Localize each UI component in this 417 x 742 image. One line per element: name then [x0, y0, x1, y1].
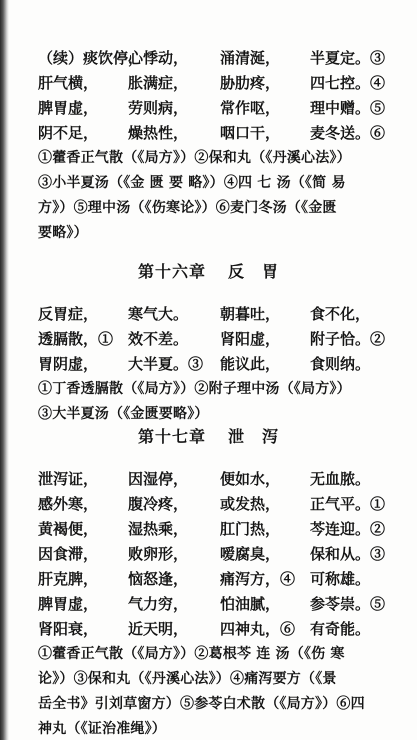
- verse-phrase: （续）痰饮停，: [38, 49, 144, 67]
- formula-note: 神丸（《证治准绳》）: [38, 721, 166, 737]
- verse-phrase: 附子恰。②: [310, 330, 386, 348]
- verse-row: [0, 302, 417, 327]
- verse-row: [0, 567, 417, 592]
- verse-phrase: 气力穷，: [128, 595, 189, 613]
- verse-phrase: 阴不足，: [38, 124, 99, 142]
- verse-phrase: 黄褐便，: [38, 520, 99, 538]
- verse-phrase: 四神丸，⑥: [220, 620, 296, 638]
- verse-phrase: 胀满症，: [128, 74, 189, 92]
- verse-phrase: 芩连迎。②: [310, 520, 386, 538]
- verse-phrase: 恼怒逢，: [128, 570, 189, 588]
- verse-phrase: 大半夏。③: [128, 355, 204, 373]
- verse-phrase: 能议此，: [220, 355, 281, 373]
- formula-note: 论》）③保和丸（《丹溪心法》）④痛泻要方（《景: [38, 671, 337, 687]
- verse-phrase: 效不差。: [128, 330, 189, 348]
- formula-note: ③大半夏汤（《金匮要略》）: [38, 406, 209, 422]
- verse-phrase: 肾阳虚，: [220, 330, 281, 348]
- verse-phrase: 肝克脾，: [38, 570, 99, 588]
- verse-phrase: 腹冷疼，: [128, 495, 189, 513]
- verse-phrase: 四七控。④: [310, 74, 386, 92]
- verse-phrase: 心悸动，: [128, 49, 189, 67]
- verse-row: [0, 592, 417, 617]
- verse-row: [0, 467, 417, 492]
- verse-phrase: 参苓崇。⑤: [310, 595, 386, 613]
- formula-note: ③小半夏汤（《金 匮 要 略》）④四 七 汤（《简 易: [38, 175, 346, 191]
- verse-phrase: 麦冬送。⑥: [310, 124, 386, 142]
- verse-row: [0, 542, 417, 567]
- verse-phrase: 常作呕，: [220, 99, 281, 117]
- verse-phrase: 败卵形，: [128, 545, 189, 563]
- verse-phrase: 半夏定。③: [310, 49, 386, 67]
- section-continued-verses: [0, 46, 417, 246]
- verse-phrase: 肾阳衰，: [38, 620, 99, 638]
- verse-phrase: 有奇能。: [310, 620, 371, 638]
- verse-row: [0, 71, 417, 96]
- verse-phrase: 劳则病，: [128, 99, 189, 117]
- section-chapter-16-verses: [0, 302, 417, 427]
- verse-phrase: 肛门热，: [220, 520, 281, 538]
- verse-phrase: 正气平。①: [310, 495, 386, 513]
- verse-phrase: 食则纳。: [310, 355, 371, 373]
- verse-row: [0, 352, 417, 377]
- verse-row: [0, 327, 417, 352]
- formula-note: 要略》）: [38, 225, 88, 241]
- verse-phrase: 胁肋疼，: [220, 74, 281, 92]
- verse-phrase: 无血脓。: [310, 470, 371, 488]
- verse-phrase: 痛泻方，④: [220, 570, 296, 588]
- verse-phrase: 近天明，: [128, 620, 189, 638]
- verse-row: [0, 121, 417, 146]
- verse-phrase: 或发热，: [220, 495, 281, 513]
- verse-phrase: 嗳腐臭，: [220, 545, 281, 563]
- chapter-title: 泄 泻: [228, 427, 280, 446]
- formula-note: 方》）⑤理中汤（《伤寒论》）⑥麦门冬汤（《金匮: [38, 200, 337, 216]
- verse-row: [0, 492, 417, 517]
- verse-phrase: 寒气大。: [128, 305, 189, 323]
- chapter-number: 第十七章: [137, 427, 206, 446]
- chapter-title: 反 胃: [228, 262, 280, 281]
- verse-phrase: 可称雄。: [310, 570, 371, 588]
- verse-phrase: 透膈散，①: [38, 330, 114, 348]
- verse-phrase: 脾胃虚，: [38, 99, 99, 117]
- verse-phrase: 涌清涎，: [220, 49, 281, 67]
- formula-note: 岳全书》引刘草窗方）⑤参苓白术散（《局方》）⑥四: [38, 696, 365, 712]
- verse-phrase: 胃阴虚，: [38, 355, 99, 373]
- formula-note: ①藿香正气散（《局方》）②葛根芩 连 汤（《伤 寒: [38, 646, 345, 662]
- formula-note: ①藿香正气散（《局方》）②保和丸（《丹溪心法》）: [38, 150, 351, 166]
- verse-phrase: 脾胃虚，: [38, 595, 99, 613]
- verse-phrase: 怕油腻，: [220, 595, 281, 613]
- verse-phrase: 燥热性，: [128, 124, 189, 142]
- formula-note: ①丁香透膈散（《局方》）②附子理中汤（《局方》）: [38, 381, 351, 397]
- verse-row: [0, 46, 417, 71]
- verse-phrase: 便如水，: [220, 470, 281, 488]
- verse-phrase: 朝暮吐，: [220, 305, 281, 323]
- verse-phrase: 理中赠。⑤: [310, 99, 386, 117]
- verse-row: [0, 517, 417, 542]
- verse-phrase: 食不化，: [310, 305, 371, 323]
- chapter-heading: [0, 260, 417, 284]
- chapter-heading: [0, 425, 417, 449]
- section-chapter-17-verses: [0, 467, 417, 742]
- verse-phrase: 咽口干，: [220, 124, 281, 142]
- chapter-number: 第十六章: [137, 262, 206, 281]
- verse-row: [0, 617, 417, 642]
- verse-phrase: 肝气横，: [38, 74, 99, 92]
- verse-phrase: 保和从。③: [310, 545, 386, 563]
- verse-row: [0, 96, 417, 121]
- verse-phrase: 泄泻证，: [38, 470, 99, 488]
- verse-phrase: 因湿停，: [128, 470, 189, 488]
- verse-phrase: 因食滞，: [38, 545, 99, 563]
- verse-phrase: 反胃症，: [38, 305, 99, 323]
- verse-phrase: 湿热乘，: [128, 520, 189, 538]
- verse-phrase: 感外寒，: [38, 495, 99, 513]
